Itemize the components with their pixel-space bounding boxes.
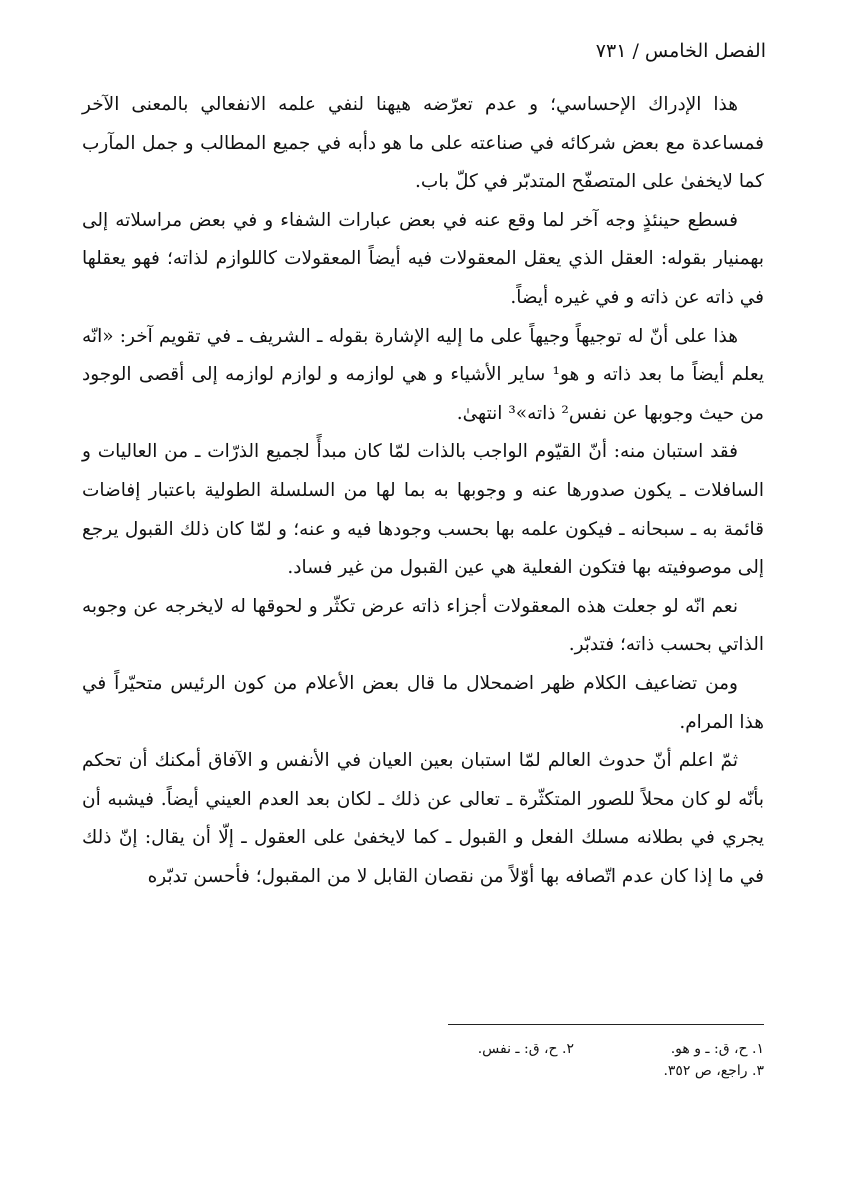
paragraph: ومن تضاعيف الكلام ظهر اضمحلال ما قال بعض الأعلام من كون الرئيس متحيّراً في هذا المرام. [82, 672, 764, 733]
footnote-3: ٣. راجع، ص ٣٥٢. [663, 1063, 764, 1079]
footnote-row [264, 1060, 764, 1082]
paragraph: ثمّ اعلم أنّ حدوث العالم لمّا استبان بعين العيان في الأنفس و الآفاق أمكنك أن تحكم بأنّه لو كان محلاً للصور المتكثّرة ـ تعالى عن ذلك ـ لكان بعد العدم العيني أيضاً. فيشبه أن يجري في بطلانه مسلك الفعل و القبول ـ كما لايخفىٰ على العقول ـ إلّا أن يقال: إنّ ذلك في ما إذا كان عدم اتّصافه بها أوّلاً من نقصان القابل لا من المقبول؛ فأحسن تدبّره [82, 750, 764, 887]
paragraph: هذا على أنّ له توجيهاً وجيهاً على ما إليه الإشارة بقوله ـ الشريف ـ في تقويم آخر: «انّه يعلم أيضاً ما بعد ذاته و هو¹ ساير الأشياء و هي لوازمه و لوازم لوازمه إلى أقصى الوجود من حيث وجوبها عن نفس² ذاته»³ انتهىٰ. [82, 325, 764, 424]
paragraph: فسطع حينئذٍ وجه آخر لما وقع عنه في بعض عبارات الشفاء و في بعض مراسلاته إلى بهمنيار بقوله: العقل الذي يعقل المعقولات فيه أيضاً المعقولات كاللوازم لذاته؛ فهو يعقلها في ذاته عن ذاته و في غيره أيضاً. [82, 209, 764, 308]
footnote-divider [448, 1024, 764, 1025]
main-text [82, 86, 764, 896]
running-header: الفصل الخامس / ٧٣١ [595, 40, 766, 62]
paragraph: فقد استبان منه: أنّ القيّوم الواجب بالذات لمّا كان مبدأً لجميع الذرّات ـ من العاليات و السافلات ـ يكون صدورها عنه و وجوبها به بما لها من السلسلة الطولية باعتبار إفاضات قائمة به ـ سبحانه ـ فيكون علمه بها بحسب وجودها فيه و عنه؛ و لمّا كان ذلك القبول يرجع إلى موصوفيته بها فتكون الفعلية هي عين القبول من غير فساد. [82, 441, 764, 579]
footnote-2: ٢. ح، ق: ـ نفس. [477, 1041, 574, 1057]
footnotes [264, 1038, 764, 1082]
paragraph: نعم انّه لو جعلت هذه المعقولات أجزاء ذاته عرض تكثّر و لحوقها له لايخرجه عن وجوبه الذاتي بحسب ذاته؛ فتدبّر. [82, 595, 764, 656]
footnote-1: ١. ح، ق: ـ و هو. [670, 1041, 764, 1057]
footnote-row [264, 1038, 764, 1060]
paragraph: هذا الإدراك الإحساسي؛ و عدم تعرّضه هيهنا لنفي علمه الانفعالي بالمعنى الآخر فمساعدة مع بعض شركائه في صناعته على ما هو دأبه في جميع المطالب و جمل المآرب كما لايخفىٰ على المتصفّح المتدبّر في كلّ باب. [82, 94, 764, 193]
